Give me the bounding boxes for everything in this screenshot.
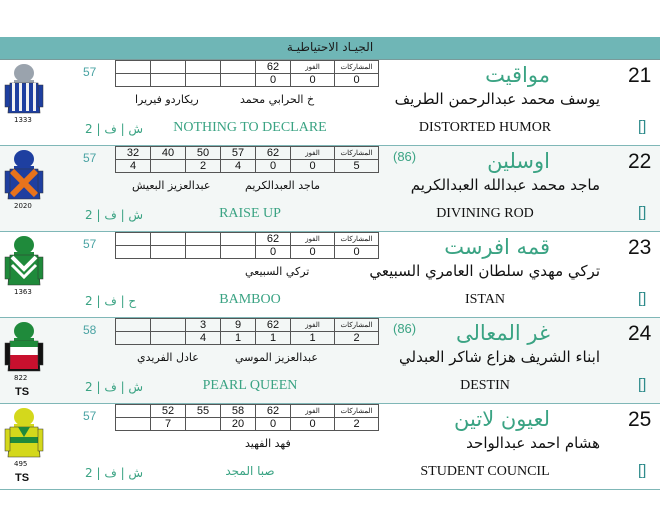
trainer-name: ماجد العبدالكريم [245,179,321,192]
horse-number: 25 [628,408,652,431]
horse-number: 24 [628,322,652,345]
stat-cell: 0 [256,418,291,431]
wins-header: الفوز [291,319,335,332]
stat-cell: 50 [186,147,221,160]
rating: (86) [393,149,417,164]
stat-cell: 7 [151,418,186,431]
stat-cell [151,74,186,87]
form-stats-table [115,146,379,173]
stat-cell: 40 [151,147,186,160]
stat-cell [186,246,221,259]
form-stats-table [115,318,379,345]
stat-cell: 62 [256,61,291,74]
owner-name: يوسف محمد عبدالرحمن الطريف [394,90,600,108]
stat-cell [151,246,186,259]
form-stats-table [115,404,379,431]
wins-value: 1 [291,332,335,345]
stat-cell [151,233,186,246]
stat-cell: 62 [256,319,291,332]
stat-cell [116,74,151,87]
owner-name: هشام احمد عبدالواحد [466,434,600,452]
stat-cell [221,74,256,87]
wins-value: 0 [291,246,335,259]
stat-cell: 4 [221,160,256,173]
horse-number: 21 [628,64,652,87]
stat-cell [186,61,221,74]
stat-cell: 20 [221,418,256,431]
stat-cell: 62 [256,233,291,246]
participations-value: 0 [335,74,379,87]
stat-cell [151,319,186,332]
checkbox-bracket[interactable]: [] [638,204,647,221]
trainer-name: فهد الفهيد [245,437,291,450]
horse-entry [0,318,660,404]
stat-cell: 52 [151,405,186,418]
dam-name: NOTHING TO DECLARE [173,120,327,135]
wins-value: 0 [291,74,335,87]
stat-cell [116,61,151,74]
participations-header: المشاركات [335,319,379,332]
stat-cell [116,246,151,259]
top-margin [0,0,666,37]
stat-cell: 0 [256,160,291,173]
horse-name-arabic: قمه افرست [444,235,550,259]
wins-header: الفوز [291,233,335,246]
weight: 57 [83,151,97,165]
stat-cell: 3 [186,319,221,332]
wins-header: الفوز [291,61,335,74]
stat-cell [116,405,151,418]
silk-code: 495 [14,460,28,468]
reserve-horses-header [0,37,660,60]
jockey-silk-icon [4,235,44,293]
horse-meta: 2 | ش | ف [85,122,144,136]
sire-name: ISTAN [464,292,506,307]
wins-value: 0 [291,418,335,431]
stat-cell: 2 [186,160,221,173]
ts-label: TS [15,386,30,398]
owner-name: ماجد محمد عبدالله العبدالكريم [410,176,600,194]
silk-code: 822 [14,374,28,382]
horse-meta: 2 | ش | ف [85,466,144,480]
participations-value: 2 [335,332,379,345]
horse-number: 22 [628,150,652,173]
stat-cell [221,246,256,259]
dam-name: صبا المجد [225,464,275,478]
dam-name: PEARL QUEEN [202,378,298,393]
stat-cell [186,74,221,87]
stat-cell [151,332,186,345]
sire-name: DIVINING ROD [436,206,534,221]
trainer-name: تركي السبيعي [245,265,310,278]
dam-name: BAMBOO [219,292,281,307]
stat-cell [151,160,186,173]
stat-cell: 58 [221,405,256,418]
stat-cell: 0 [256,246,291,259]
jockey-silk-icon [4,63,44,121]
stat-cell: 9 [221,319,256,332]
sire-name: DESTIN [460,378,510,393]
horse-entry [0,404,660,490]
jockey-silk-icon [4,149,44,207]
horse-name-arabic: اوسلين [487,149,550,173]
checkbox-bracket[interactable]: [] [638,290,647,307]
silk-code: 1363 [14,288,32,296]
horse-meta: 2 | ش | ف [85,208,144,222]
participations-header: المشاركات [335,61,379,74]
jockey-name: عبدالعزيز البعيش [132,179,211,192]
participations-value: 0 [335,246,379,259]
checkbox-bracket[interactable]: [] [638,376,647,393]
wins-value: 0 [291,160,335,173]
stat-cell: 4 [186,332,221,345]
stat-cell: 1 [256,332,291,345]
participations-value: 5 [335,160,379,173]
weight: 57 [83,237,97,251]
header-title: الجيـاد الاحتياطيـة [286,40,374,54]
form-stats-table [115,232,379,259]
weight: 57 [83,65,97,79]
stat-cell: 0 [256,74,291,87]
horse-name-arabic: غر المعالى [455,321,550,345]
stat-cell [186,418,221,431]
participations-value: 2 [335,418,379,431]
horse-entry [0,146,660,232]
weight: 57 [83,409,97,423]
trainer-name: خ الحرابي محمد [240,93,315,106]
stat-cell: 62 [256,147,291,160]
wins-header: الفوز [291,405,335,418]
checkbox-bracket[interactable]: [] [638,118,647,135]
dam-name: RAISE UP [219,206,281,221]
stat-cell: 57 [221,147,256,160]
trainer-name: عبدالعزيز الموسي [235,351,318,364]
stat-cell: 62 [256,405,291,418]
ts-label: TS [15,472,30,484]
owner-name: تركي مهدي سلطان العامري السبيعي [369,262,600,280]
sire-name: STUDENT COUNCIL [420,464,550,479]
stat-cell: 55 [186,405,221,418]
checkbox-bracket[interactable]: [] [638,462,647,479]
jockey-silk-icon [4,407,44,465]
form-stats-table [115,60,379,87]
horse-meta: 2 | ش | ف [85,380,144,394]
horse-name-arabic: مواقيت [485,63,550,87]
jockey-name: عادل الفريدي [137,351,199,364]
rating: (86) [393,321,417,336]
silk-code: 1333 [14,116,32,124]
participations-header: المشاركات [335,233,379,246]
participations-header: المشاركات [335,147,379,160]
horse-name-arabic: لعيون لاتين [454,407,550,431]
horse-entry [0,60,660,146]
horse-entry [0,232,660,318]
stat-cell [116,332,151,345]
jockey-silk-icon [4,321,44,379]
sire-name: DISTORTED HUMOR [418,120,552,135]
wins-header: الفوز [291,147,335,160]
jockey-name: ريكاردو فيريرا [135,93,199,106]
weight: 58 [83,323,97,337]
participations-header: المشاركات [335,405,379,418]
stat-cell [221,61,256,74]
stat-cell [116,418,151,431]
stat-cell: 1 [221,332,256,345]
stat-cell [116,319,151,332]
stat-cell [221,233,256,246]
stat-cell: 4 [116,160,151,173]
owner-name: ابناء الشريف هزاع شاكر العبدلي [399,348,600,366]
horse-number: 23 [628,236,652,259]
stat-cell [116,233,151,246]
horse-meta: 2 | ح | ف [85,294,137,308]
silk-code: 2020 [14,202,32,210]
stat-cell [186,233,221,246]
stat-cell: 32 [116,147,151,160]
stat-cell [151,61,186,74]
